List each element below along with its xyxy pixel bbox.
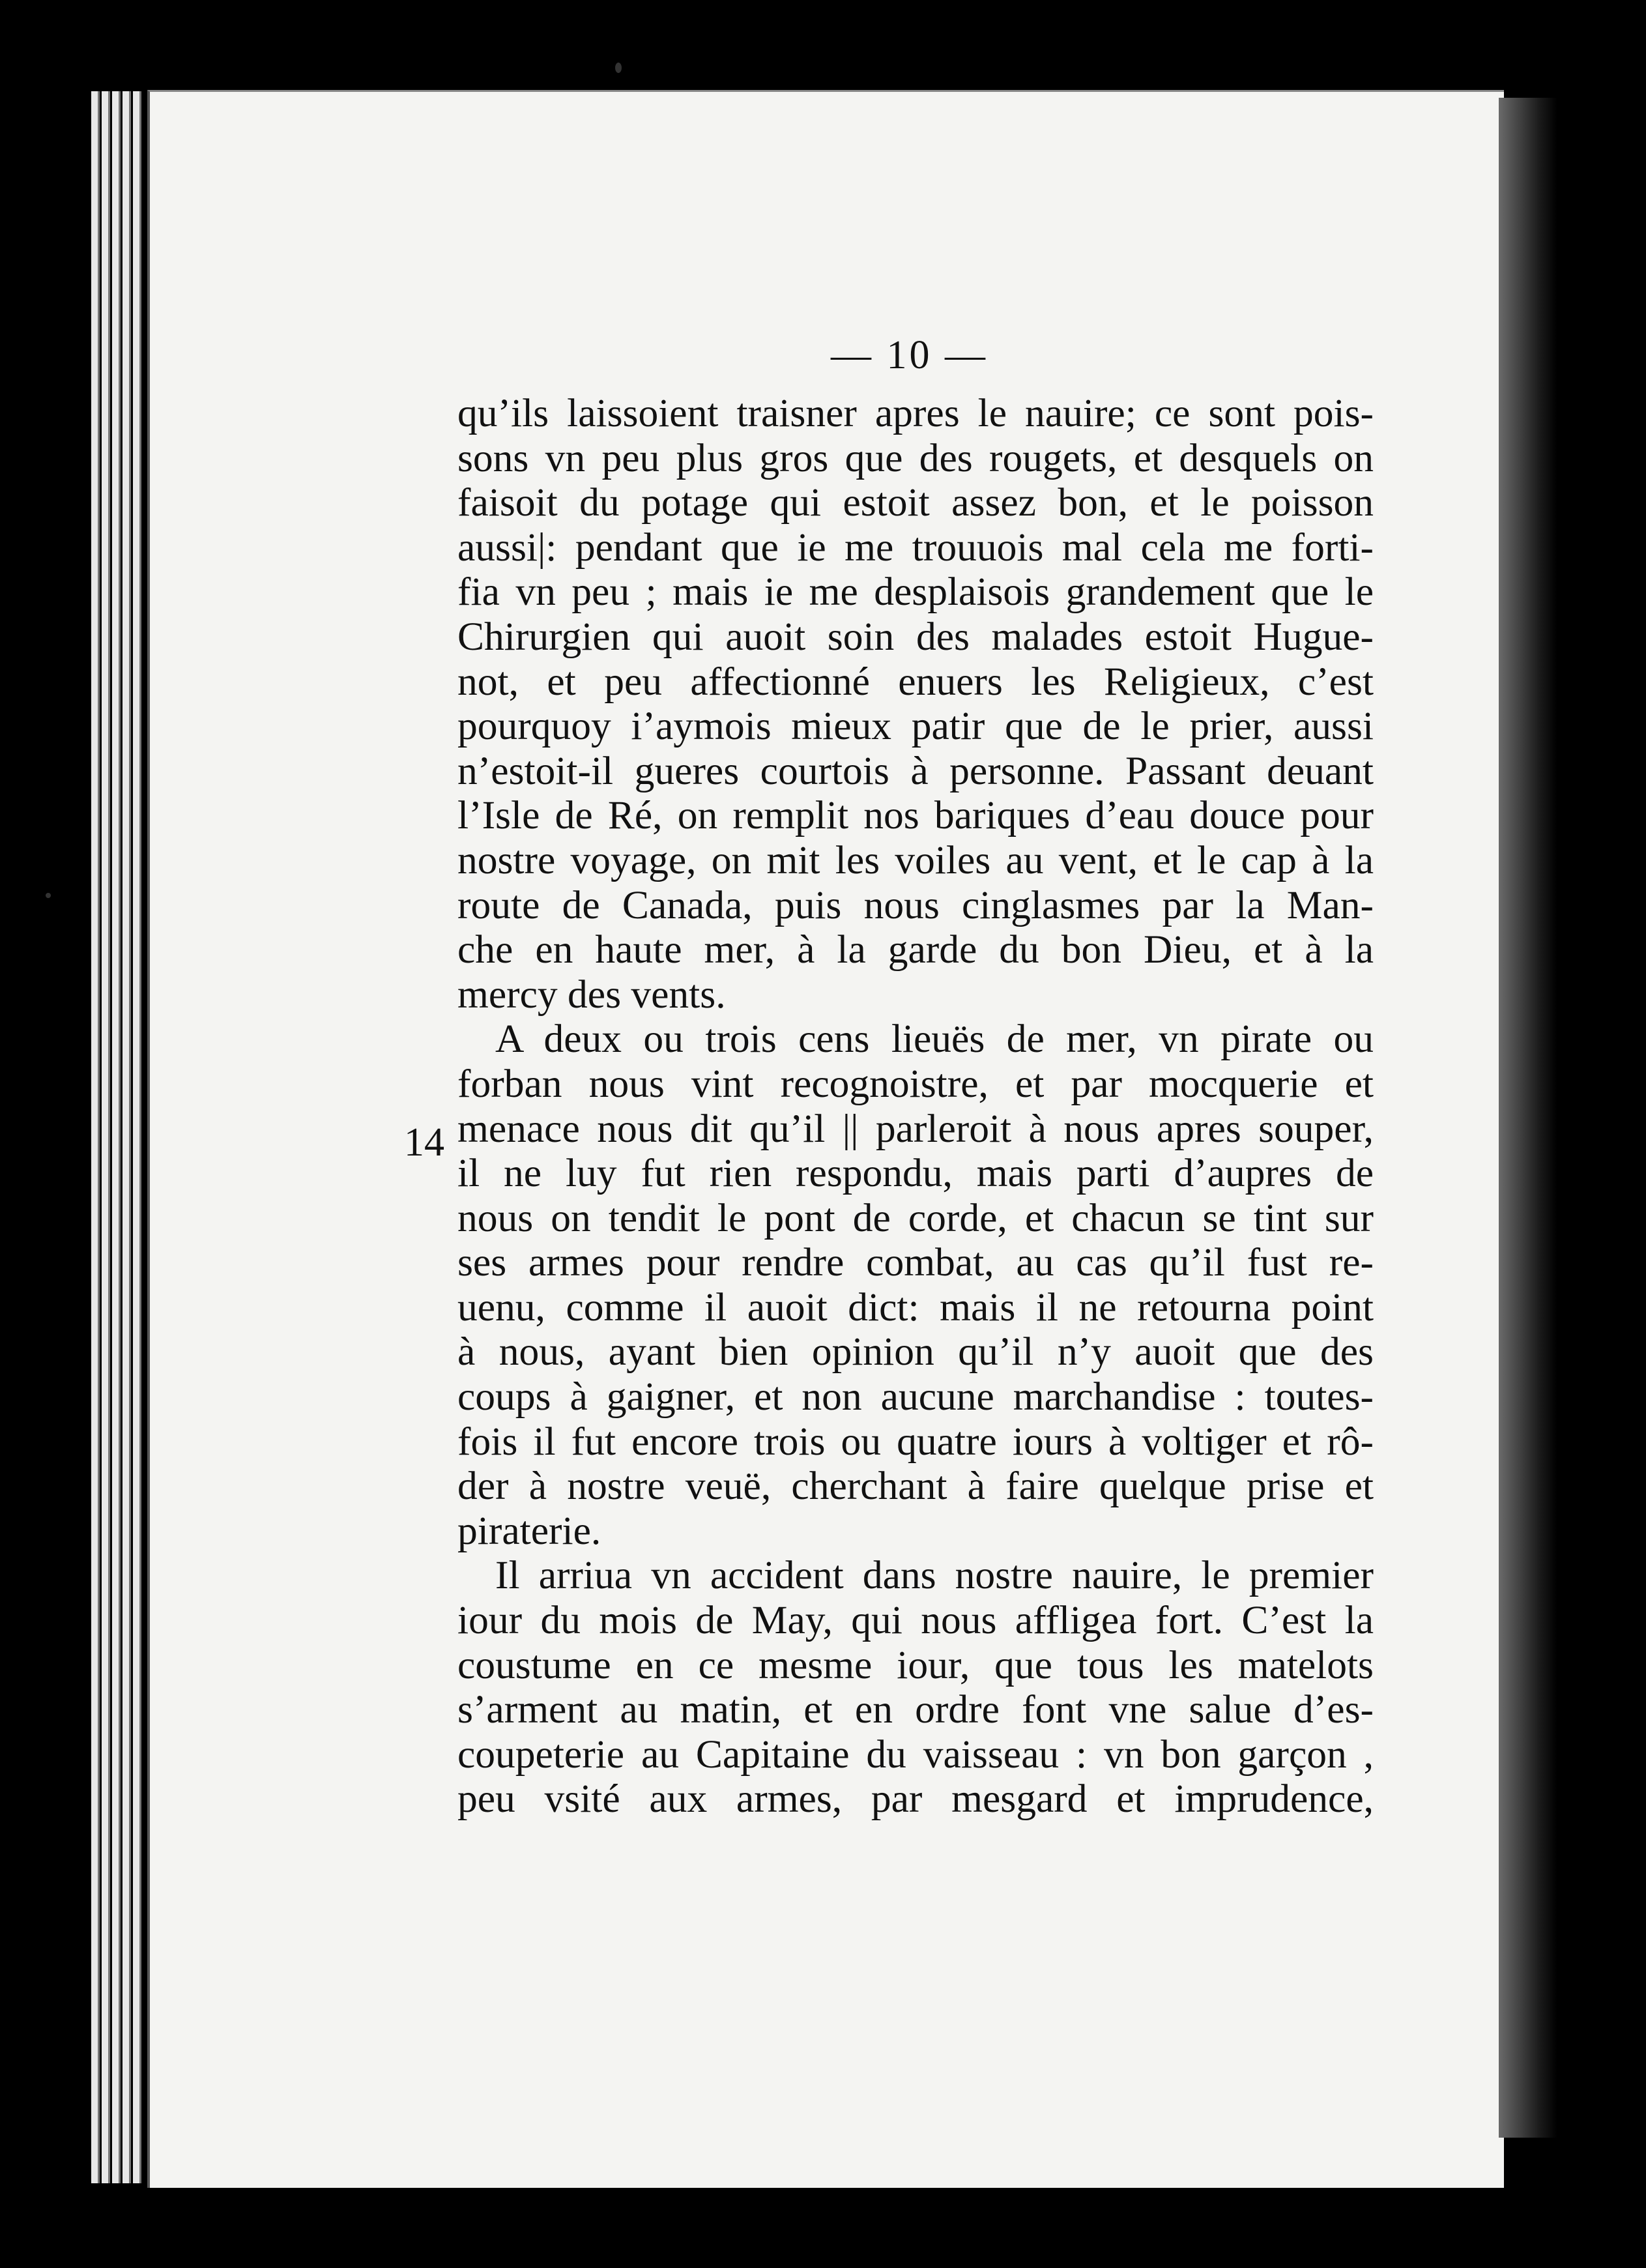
text-line: pourquoy i’aymois mieux patir que de le prier, aussi <box>457 704 1374 749</box>
text-line: aussi|: pendant que ie me trouuois mal cela me forti- <box>457 525 1374 570</box>
text-line: Il arriua vn accident dans nostre nauire, le premier <box>495 1553 1374 1598</box>
text-line: A deux ou trois cens lieuës de mer, vn pirate ou <box>495 1017 1374 1062</box>
text-line: der à nostre veuë, cherchant à faire quelque prise et <box>457 1464 1374 1509</box>
text-line: s’arment au matin, et en ordre font vne salue d’es- <box>457 1687 1374 1732</box>
text-line: uenu, comme il auoit dict: mais il ne retourna point <box>457 1285 1374 1330</box>
text-line: not, et peu affectionné enuers les Religieux, c’est <box>457 659 1374 704</box>
text-line: coups à gaigner, et non aucune marchandise : toutes- <box>457 1374 1374 1419</box>
text-line: nous on tendit le pont de corde, et chacun se tint sur <box>457 1195 1374 1240</box>
text-line: menace nous dit qu’il || parleroit à nous apres souper, <box>457 1106 1374 1151</box>
text-line: n’estoit-il gueres courtois à personne. Passant deuant <box>457 748 1374 793</box>
text-line: coupeterie au Capitaine du vaisseau : vn bon garçon , <box>457 1732 1374 1777</box>
speck <box>46 893 51 898</box>
text-line: route de Canada, puis nous cinglasmes par la Man- <box>457 882 1374 927</box>
text-line: fois il fut encore trois ou quatre iours à voltiger et rô- <box>457 1419 1374 1464</box>
margin-note: 14 <box>404 1120 444 1165</box>
text-line: qu’ils laissoient traisner apres le nauire; ce sont pois- <box>457 391 1374 435</box>
text-line: ses armes pour rendre combat, au cas qu’il fust re- <box>457 1240 1374 1285</box>
text-line: Chirurgien qui auoit soin des malades estoit Hugue- <box>457 614 1374 659</box>
text-line: l’Isle de Ré, on remplit nos bariques d’eau douce pour <box>457 793 1374 838</box>
text-line: nostre voyage, on mit les voiles au vent, et le cap à la <box>457 837 1374 882</box>
text-line: coustume en ce mesme iour, que tous les matelots <box>457 1642 1374 1687</box>
text-line: piraterie. <box>457 1508 601 1553</box>
text-line: faisoit du potage qui estoit assez bon, et le poisson <box>457 480 1374 525</box>
text-line: che en haute mer, à la garde du bon Dieu, et à la <box>457 927 1374 972</box>
text-line: il ne luy fut rien respondu, mais parti d’aupres de <box>457 1151 1374 1196</box>
text-line: peu vsité aux armes, par mesgard et imprudence, <box>457 1777 1374 1822</box>
text-line: mercy des vents. <box>457 972 726 1017</box>
text-line: iour du mois de May, qui nous affligea fort. C’est la <box>457 1598 1374 1643</box>
text-line: sons vn peu plus gros que des rougets, et desquels on <box>457 435 1374 480</box>
page-shadow <box>1499 98 1557 2138</box>
text-line: forban nous vint recognoistre, et par mocquerie et <box>457 1061 1374 1106</box>
speck <box>615 63 622 73</box>
text-line: fia vn peu ; mais ie me desplaisois grandement que le <box>457 570 1374 615</box>
text-line: à nous, ayant bien opinion qu’il n’y auoit que des <box>457 1330 1374 1374</box>
page-number: — 10 — <box>831 333 988 377</box>
body-text <box>457 391 1374 1822</box>
